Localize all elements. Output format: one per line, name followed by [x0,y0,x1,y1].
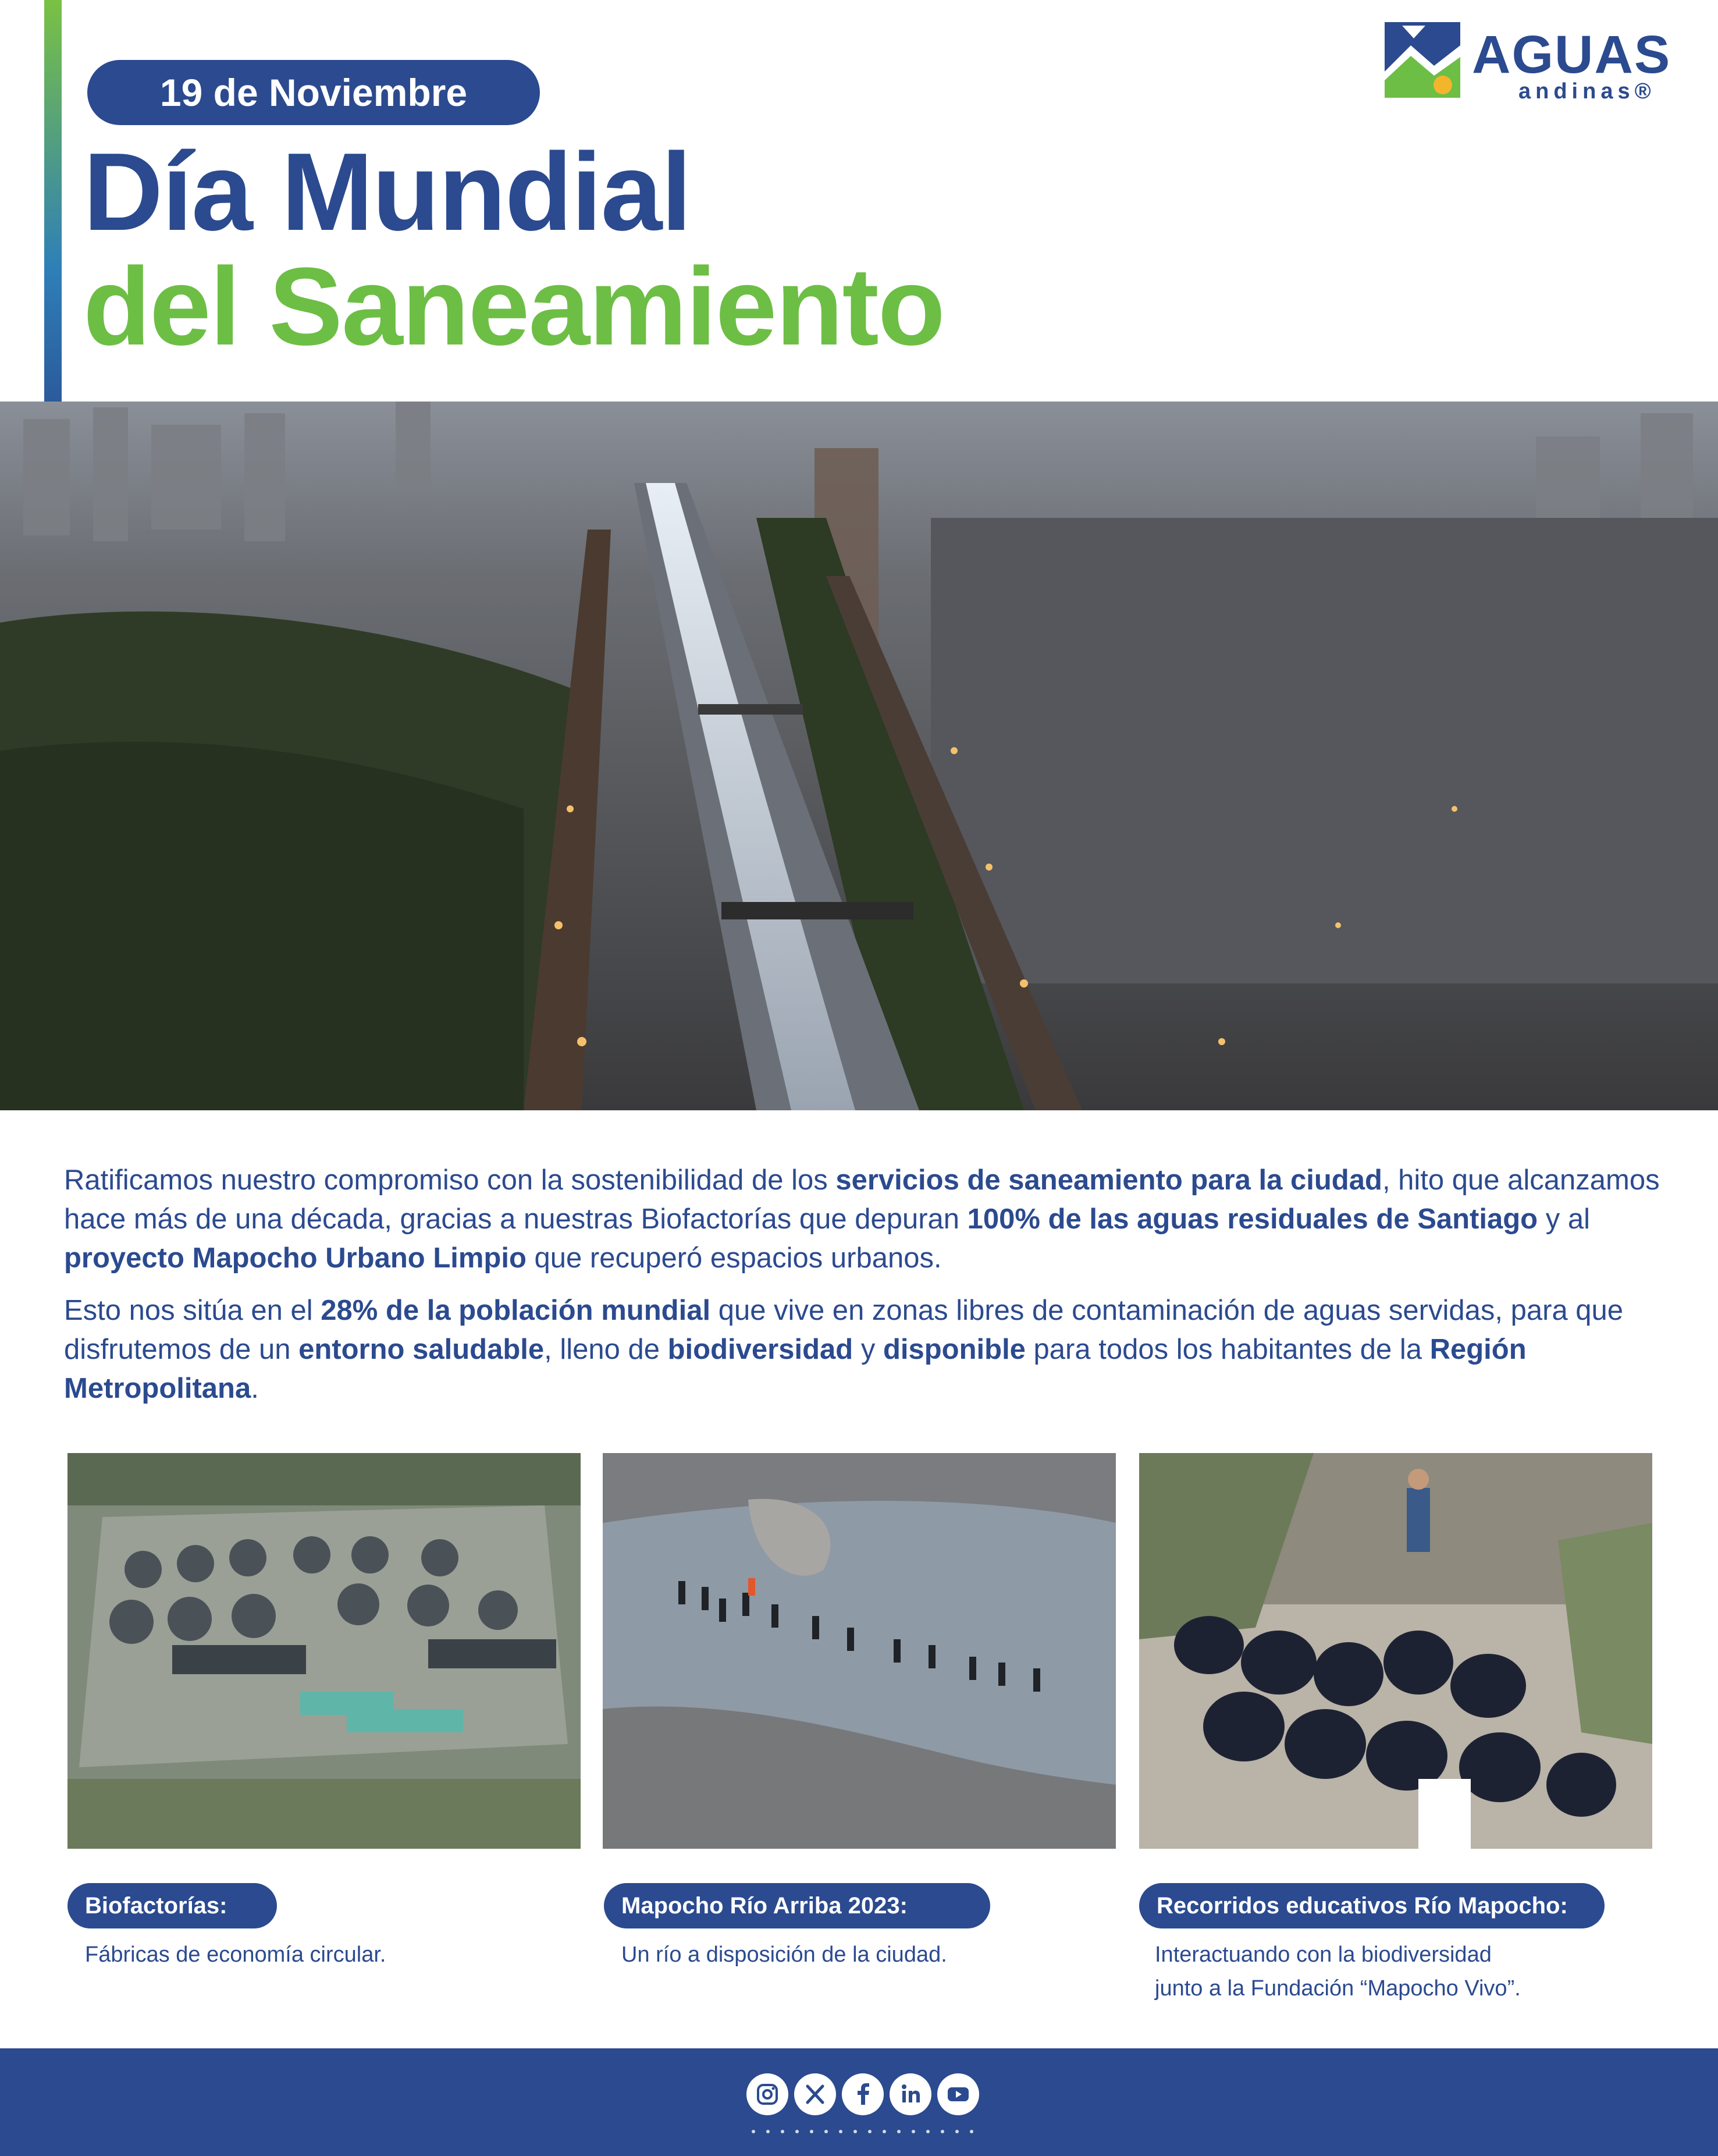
aerial-city-river-photo [0,402,1718,1110]
card-desc-line: Interactuando con la biodiversidad [1155,1942,1492,1967]
impact-paragraph: Esto nos sitúa en el 28% de la población mundial que vive en zonas libres de contaminación de aguas servidas, para que disfrutemos de un entorno saludable, lleno de biodiversidad y disponible para todos los habitantes de la Región Metropolitana. [64,1295,1624,1404]
youtube-icon[interactable] [937,2073,979,2115]
aguas-andinas-logo[interactable] [1385,22,1671,104]
treatment-plant-photo [67,1453,581,1849]
date-badge: 19 de Noviembre [87,60,540,125]
card-desc-line: Un río a disposición de la ciudad. [621,1942,947,1967]
card-desc-mapocho-rio-arriba [621,1938,947,1972]
page-title-line2: del Saneamiento [83,245,944,368]
river-runners-photo [603,1453,1116,1849]
linkedin-icon[interactable] [890,2073,931,2115]
social-links [746,2073,979,2120]
decorative-dots [750,2129,977,2134]
card-title-biofactorias: Biofactorías: [67,1883,277,1928]
card-title-recorridos: Recorridos educativos Río Mapocho: [1139,1883,1605,1928]
card-photo-mapocho-rio-arriba [603,1453,1116,1849]
card-desc-recorridos [1155,1938,1521,2005]
students-riverbank-photo [1139,1453,1652,1849]
card-photo-biofactorias [67,1453,581,1849]
card-desc-line: Fábricas de economía circular. [85,1942,386,1967]
page-title-line1: Día Mundial [83,130,691,254]
instagram-icon[interactable] [746,2073,788,2115]
logo-subtitle: andinas® [1518,79,1656,104]
facebook-icon[interactable] [842,2073,884,2115]
logo-wordmark: AGUAS [1472,25,1671,84]
card-title-mapocho-rio-arriba: Mapocho Río Arriba 2023: [604,1883,990,1928]
hero-photo [0,402,1718,1110]
card-photo-recorridos [1139,1453,1652,1849]
intro-paragraph: Ratificamos nuestro compromiso con la sostenibilidad de los servicios de saneamiento para la ciudad, hito que alcanzamos hace más de una década, gracias a nuestras Biofactorías que depuran 100% de las aguas residuales de Santiago y al proyecto Mapocho Urbano Limpio que recuperó espacios urbanos. [64,1164,1660,1274]
mountain-house-logo-icon [1385,22,1460,98]
card-desc-line: junto a la Fundación “Mapocho Vivo”. [1155,1976,1521,2001]
x-icon[interactable] [794,2073,836,2115]
card-desc-biofactorias [85,1938,386,1972]
footer-bar [0,2048,1718,2156]
